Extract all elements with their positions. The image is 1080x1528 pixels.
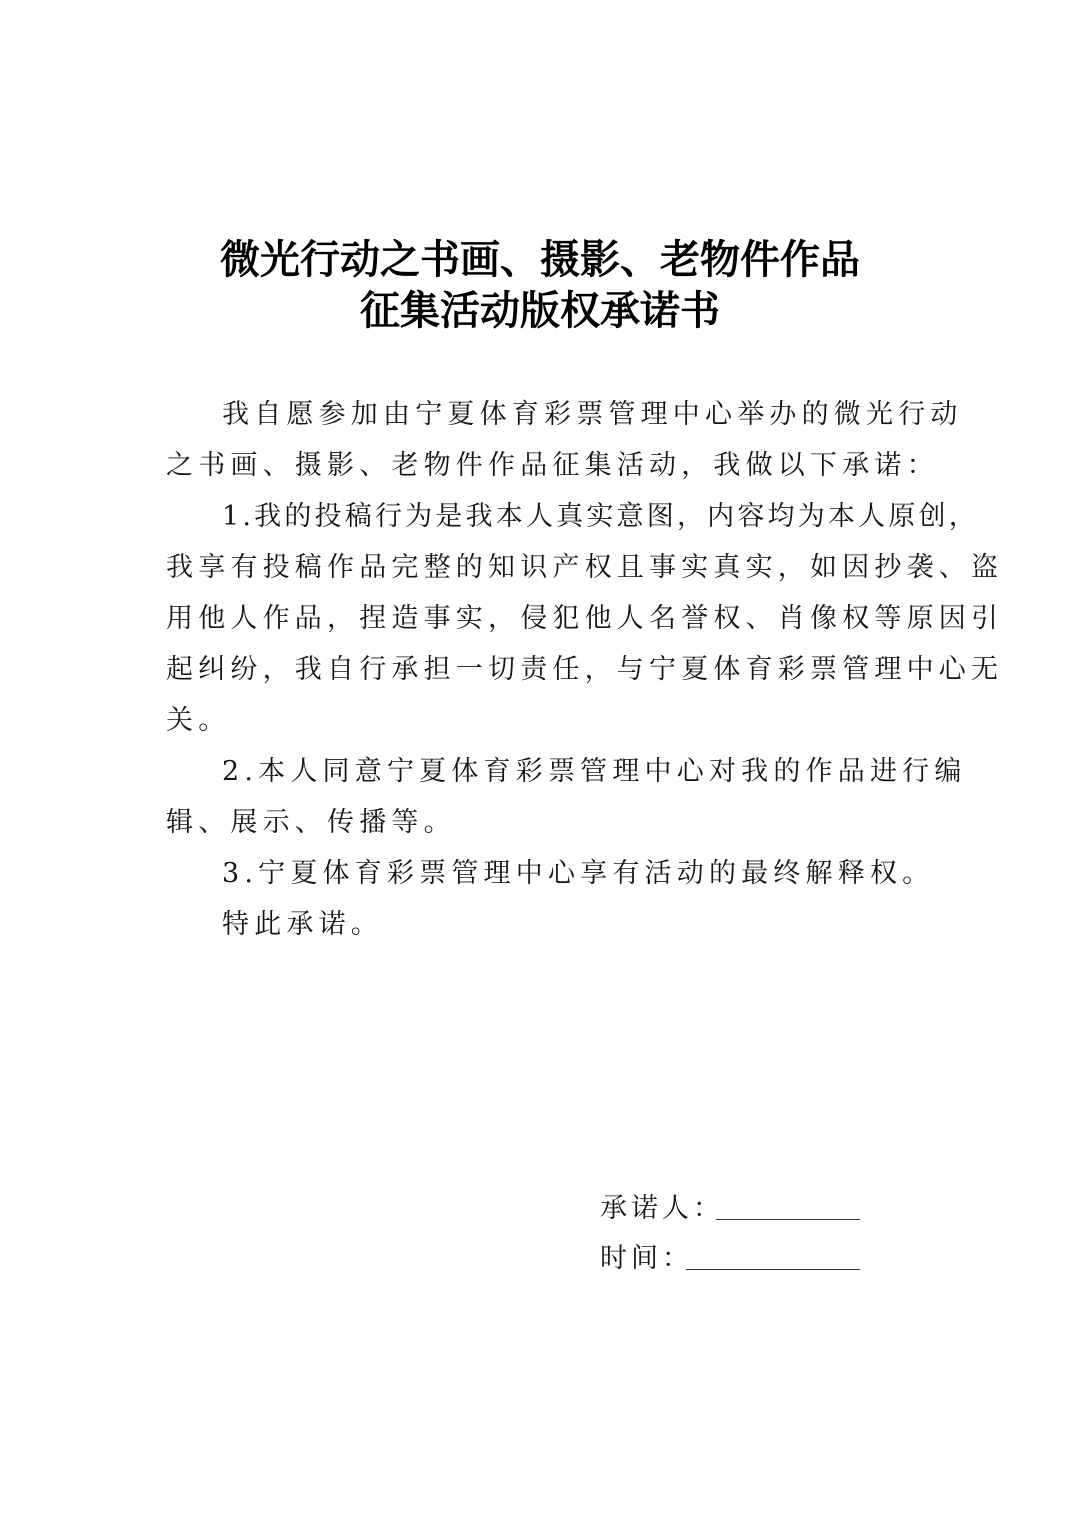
clause-1-line-2: 我享有投稿作品完整的知识产权且事实真实，如因抄袭、盗	[166, 552, 1004, 583]
body-line-1: 我自愿参加由宁夏体育彩票管理中心举办的微光行动	[222, 399, 963, 430]
document-title-line-2: 征集活动版权承诺书	[360, 287, 720, 334]
document-title-line-1: 微光行动之书画、摄影、老物件作品	[220, 236, 860, 283]
clause-1-line-5: 关。	[166, 705, 231, 736]
date-signature-line	[686, 1269, 860, 1270]
promisor-label: 承诺人：	[600, 1193, 724, 1224]
clause-2-line-1: 2.本人同意宁夏体育彩票管理中心对我的作品进行编	[222, 756, 967, 787]
clause-1-line-4: 起纠纷，我自行承担一切责任，与宁夏体育彩票管理中心无	[166, 654, 1004, 685]
promisor-signature-line	[716, 1219, 860, 1220]
clause-2-line-2: 辑、展示、传播等。	[166, 807, 456, 838]
closing-statement: 特此承诺。	[222, 909, 383, 940]
clause-3-line-1: 3.宁夏体育彩票管理中心享有活动的最终解释权。	[222, 858, 935, 889]
body-line-2: 之书画、摄影、老物件作品征集活动，我做以下承诺：	[166, 450, 939, 481]
clause-1-line-1: 1.我的投稿行为是我本人真实意图，内容均为本人原创，	[222, 501, 979, 532]
date-label: 时间：	[600, 1243, 693, 1274]
clause-1-line-3: 用他人作品，捏造事实，侵犯他人名誉权、肖像权等原因引	[166, 603, 1004, 634]
